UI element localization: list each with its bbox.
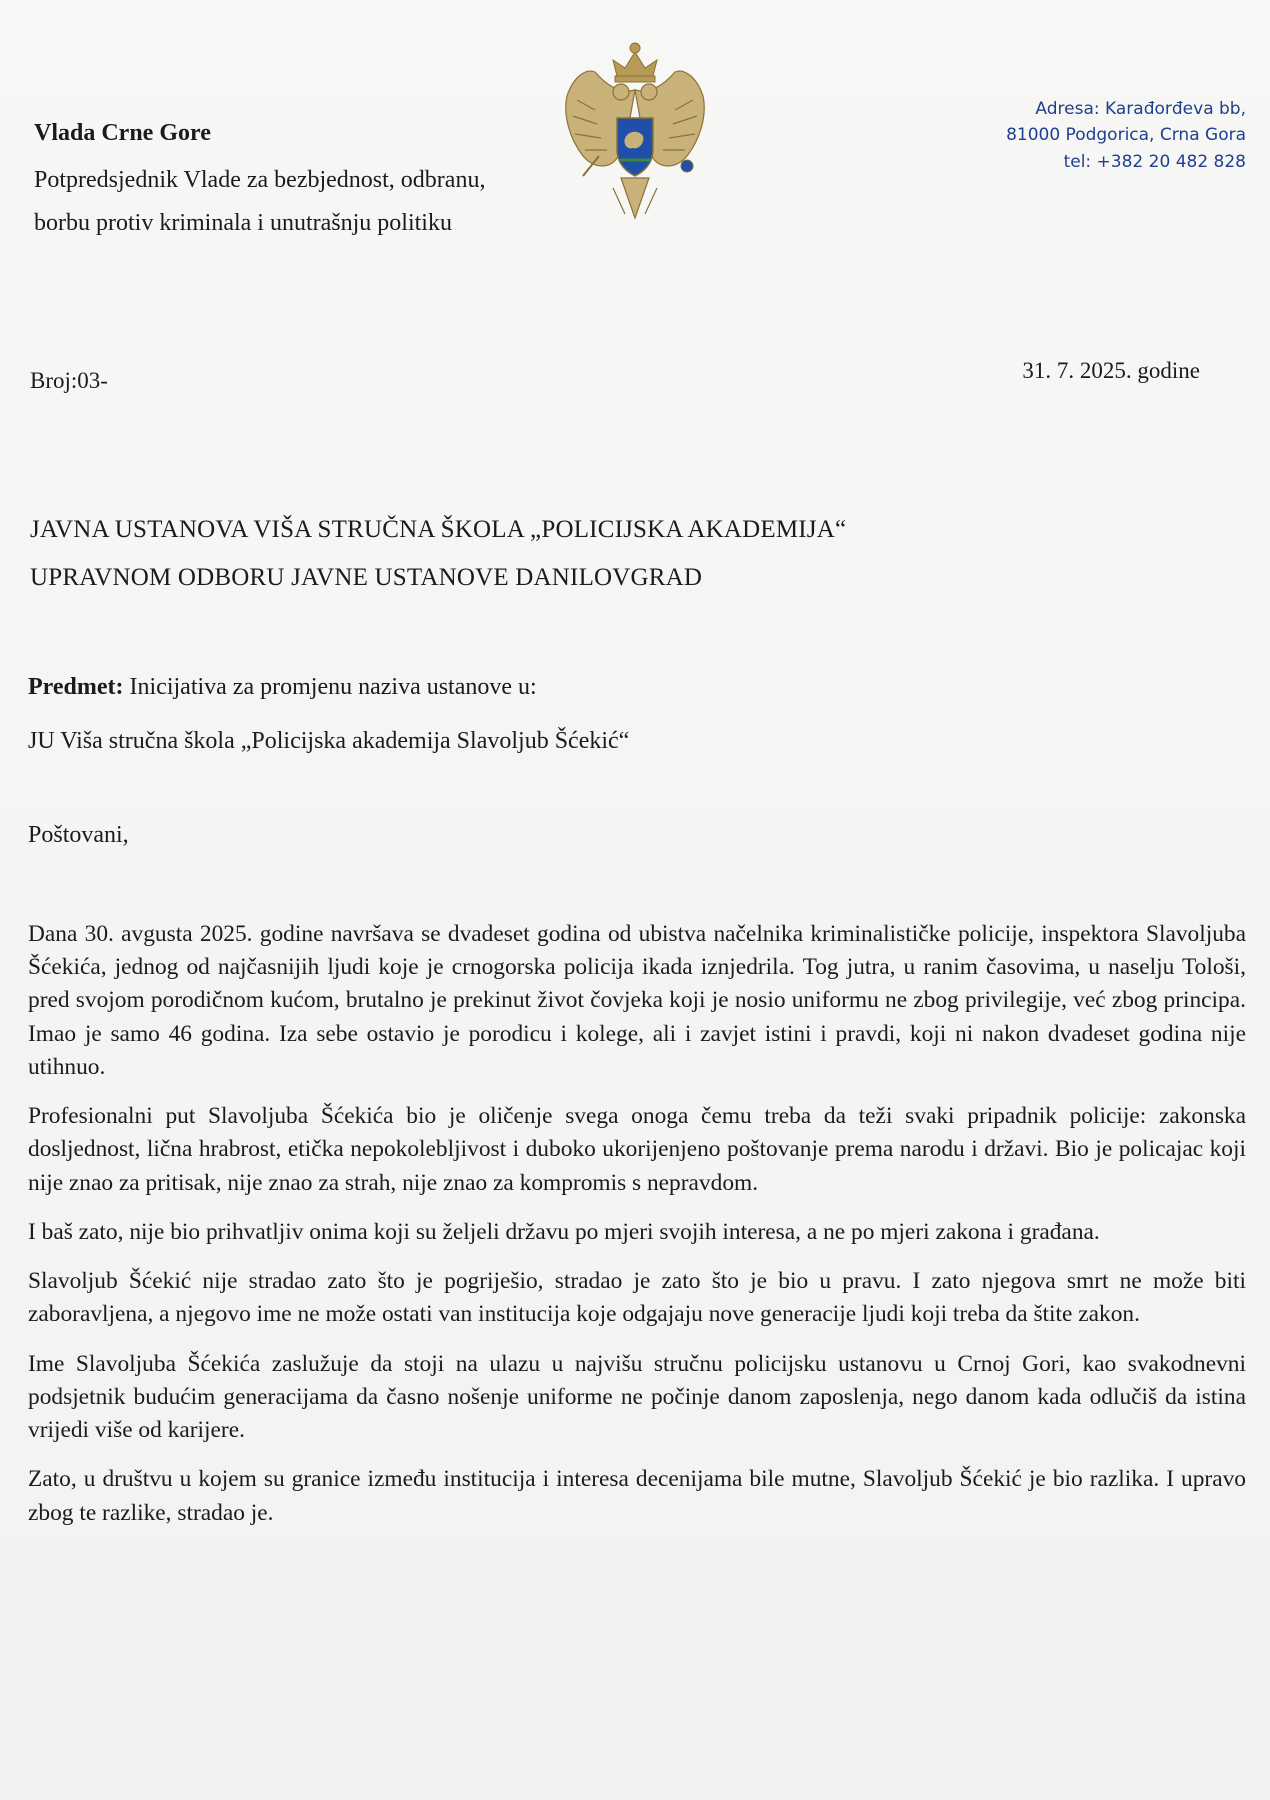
body-paragraph-4: Slavoljub Šćekić nije stradao zato što je pogriješio, stradao je zato što je bio u pravu. I zato njegova smrt ne može biti zaboravljena, a njegovo ime ne može ostati van institucija koje odgajaju nove generacije ljudi koji treba da štite zakon.	[28, 1268, 1246, 1328]
body-paragraph-2: Profesionalni put Slavoljuba Šćekića bio je oličenje svega onoga čemu treba da teži svaki pripadnik policije: zakonska dosljednost, lična hrabrost, etička nepokolebljivost i duboko ukorijenjeno poštovanje prema narodu i državi. Bio je policajac koji nije znao za pritisak, nije znao za strah, nije znao za kompromis s nepravdom.	[28, 1103, 1246, 1196]
salutation: Poštovani,	[28, 822, 129, 848]
address-phone: tel: +382 20 482 828	[1063, 151, 1246, 172]
address-city: 81000 Podgorica, Crna Gora	[1006, 125, 1246, 146]
org-title-line-2: borbu protiv kriminala i unutrašnju politiku	[34, 210, 452, 237]
recipient-block	[30, 510, 846, 606]
letter-body	[28, 918, 1246, 1546]
recipient-line-1: JAVNA USTANOVA VIŠA STRUČNA ŠKOLA „POLICIJSKA AKADEMIJA“	[30, 516, 847, 543]
reference-number: Broj:03-	[30, 368, 108, 393]
org-name: Vlada Crne Gore	[34, 120, 211, 146]
subject-text: Inicijativa za promjenu naziva ustanove u:	[129, 674, 537, 700]
proposed-name: JU Viša stručna škola „Policijska akademija Slavoljub Šćekić“	[28, 728, 630, 755]
montenegro-coat-of-arms-icon	[555, 38, 715, 233]
body-paragraph-6: Zato, u društvu u kojem su granice između institucija i interesa decenijama bile mutne, Slavoljub Šćekić je bio razlika. I upravo zbog te razlike, stradao je.	[28, 1466, 1246, 1526]
subject-block	[28, 668, 629, 777]
sender-block	[34, 115, 485, 249]
subject-label: Predmet:	[28, 674, 124, 700]
body-paragraph-3: I baš zato, nije bio prihvatljiv onima koji su željeli državu po mjeri svojih interesa, a ne po mjeri zakona i građana.	[28, 1218, 1100, 1245]
subject-line	[28, 668, 629, 706]
letter-date: 31. 7. 2025. godine	[1022, 358, 1200, 383]
address-street: Adresa: Karađorđeva bb,	[1035, 99, 1246, 119]
recipient-line-2: UPRAVNOM ODBORU JAVNE USTANOVE DANILOVGRAD	[30, 564, 703, 591]
org-title-line-1: Potpredsjednik Vlade za bezbjednost, odbranu,	[34, 167, 486, 194]
body-paragraph-1: Dana 30. avgusta 2025. godine navršava se dvadeset godina od ubistva načelnika kriminalističke policije, inspektora Slavoljuba Šćekića, jednog od najčasnijih ljudi koje je crnogorska policija ikada iznjedrila. Tog jutra, u ranim časovima, u naselju Tološi, pred svojom porodičnom kućom, brutalno je prekinut život čovjeka koji je nosio uniformu ne zbog privilegije, već zbog principa. Imao je samo 46 godina. Iza sebe ostavio je porodicu i kolege, ali i zavjet istini i pravdi, koji ni nakon dvadeset godina nije utihnuo.	[28, 921, 1246, 1080]
contact-address	[1006, 96, 1246, 175]
body-paragraph-5: Ime Slavoljuba Šćekića zaslužuje da stoji na ulazu u najvišu stručnu policijsku ustanovu u Crnoj Gori, kao svakodnevni podsjetnik budućim generacijama da časno nošenje uniforme ne počinje danom zaposlenja, nego danom kada odlučiš da istina vrijedi više od karijere.	[28, 1350, 1246, 1444]
